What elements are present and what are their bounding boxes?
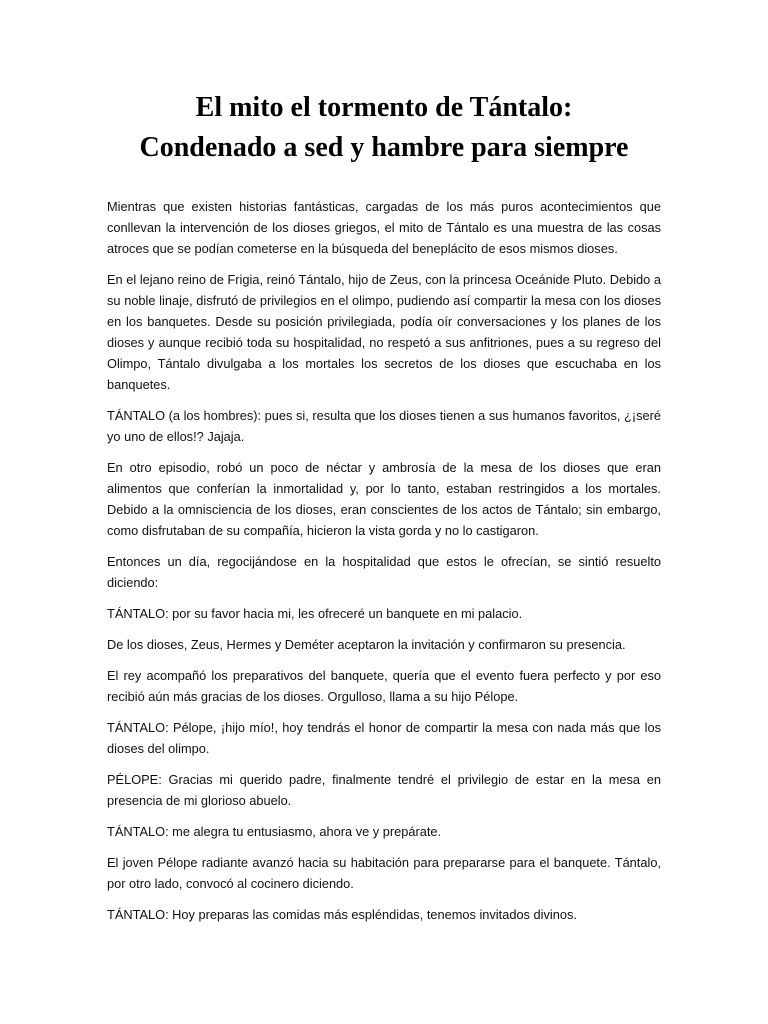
paragraph: TÁNTALO: Pélope, ¡hijo mío!, hoy tendrás el honor de compartir la mesa con nada más que los dioses del olimpo. [107, 720, 661, 756]
paragraph: En el lejano reino de Frigia, reinó Tántalo, hijo de Zeus, con la princesa Oceánide Pluto. Debido a su noble linaje, disfrutó de privilegios en el olimpo, pudiendo así compartir la mesa con los dioses en los banquetes. Desde su posición privilegiada, podía oír conversaciones y los planes de los dioses y aunque recibió toda su hospitalidad, no respetó a sus anfitriones, pues a su regreso del Olimpo, Tántalo divulgaba a los mortales los secretos de los dioses que escuchaba en los banquetes. [107, 272, 661, 392]
paragraph: El rey acompañó los preparativos del banquete, quería que el evento fuera perfecto y por eso recibió aún más gracias de los dioses. Orgulloso, llama a su hijo Pélope. [107, 668, 661, 704]
paragraph: PÉLOPE: Gracias mi querido padre, finalmente tendré el privilegio de estar en la mesa en presencia de mi glorioso abuelo. [107, 772, 661, 808]
paragraph: TÁNTALO (a los hombres): pues si, resulta que los dioses tienen a sus humanos favoritos, ¿¡seré yo uno de ellos!? Jajaja. [107, 408, 661, 444]
paragraph: De los dioses, Zeus, Hermes y Deméter aceptaron la invitación y confirmaron su presencia. [107, 637, 626, 652]
document-body [107, 196, 661, 935]
title-line-1: El mito el tormento de Tántalo: [195, 92, 573, 123]
paragraph: Mientras que existen historias fantásticas, cargadas de los más puros acontecimientos que conllevan la intervención de los dioses griegos, el mito de Tántalo es una muestra de las cosas atroces que se podían cometerse en la búsqueda del beneplácito de esos mismos dioses. [107, 199, 661, 256]
paragraph: TÁNTALO: Hoy preparas las comidas más espléndidas, tenemos invitados divinos. [107, 907, 577, 922]
paragraph: TÁNTALO: por su favor hacia mi, les ofreceré un banquete en mi palacio. [107, 606, 523, 621]
paragraph: El joven Pélope radiante avanzó hacia su habitación para prepararse para el banquete. Tántalo, por otro lado, convocó al cocinero diciendo. [107, 855, 661, 891]
title-line-2: Condenado a sed y hambre para siempre [139, 132, 629, 163]
paragraph: En otro episodio, robó un poco de néctar y ambrosía de la mesa de los dioses que eran alimentos que conferían la inmortalidad y, por lo tanto, estaban restringidos a los mortales. Debido a la omnisciencia de los dioses, eran conscientes de los actos de Tántalo; sin embargo, como disfrutaban de su compañía, hicieron la vista gorda y no lo castigaron. [107, 460, 661, 538]
paragraph: Entonces un día, regocijándose en la hospitalidad que estos le ofrecían, se sintió resuelto diciendo: [107, 554, 661, 590]
document-title [60, 88, 708, 168]
paragraph: TÁNTALO: me alegra tu entusiasmo, ahora ve y prepárate. [107, 824, 442, 839]
